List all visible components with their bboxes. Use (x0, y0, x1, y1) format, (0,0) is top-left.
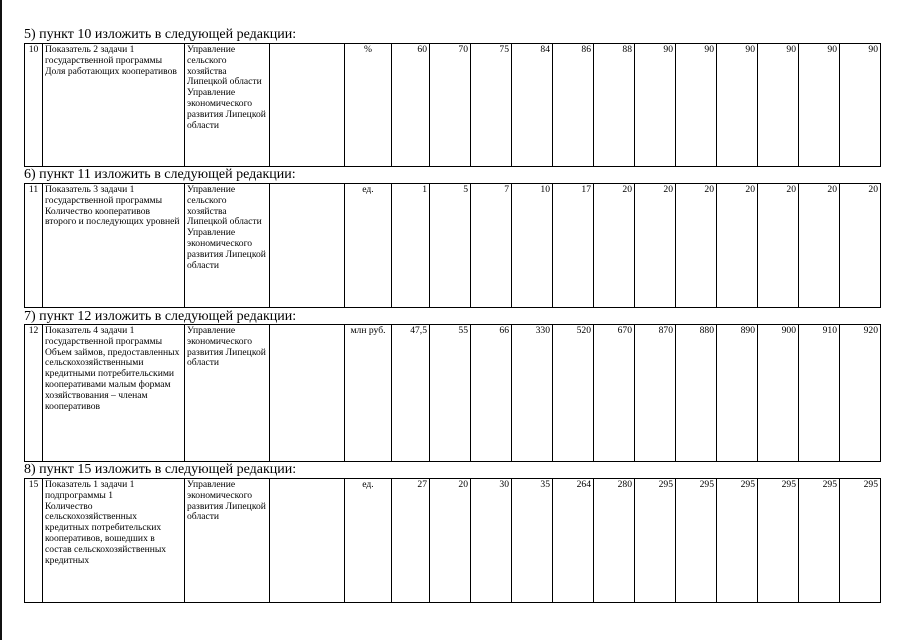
value-cell: 88 (594, 44, 635, 167)
value-cell: 55 (430, 325, 471, 462)
value-cell: 90 (635, 44, 676, 167)
value-cell: 264 (553, 479, 594, 603)
responsible-cell: Управление сельского хозяйства Липецкой области Управление экономического развития Липецкой области (185, 44, 270, 167)
row-number: 15 (25, 479, 43, 603)
row-number: 11 (25, 184, 43, 308)
value-cell: 900 (758, 325, 799, 462)
value-cell: 86 (553, 44, 594, 167)
value-cell: 90 (717, 44, 758, 167)
value-cell: 7 (471, 184, 512, 308)
amendment-table (24, 183, 881, 308)
row-number: 12 (25, 325, 43, 462)
value-cell: 90 (840, 44, 881, 167)
row-number: 10 (25, 44, 43, 167)
value-cell: 280 (594, 479, 635, 603)
value-cell: 295 (717, 479, 758, 603)
value-cell: 60 (392, 44, 430, 167)
value-cell: 27 (392, 479, 430, 603)
value-cell: 890 (717, 325, 758, 462)
indicator-cell: Показатель 4 задачи 1 государственной программы Объем займов, предоставленных сельскохозяйственными кредитными потребительскими кооперативами малым формам хозяйствования – членам кооперативов (43, 325, 185, 462)
value-cell: 295 (676, 479, 717, 603)
value-cell: 84 (512, 44, 553, 167)
value-cell: 295 (758, 479, 799, 603)
responsible-cell: Управление экономического развития Липецкой области (185, 479, 270, 603)
value-cell: 870 (635, 325, 676, 462)
indicator-cell: Показатель 2 задачи 1 государственной программы Доля работающих кооперативов (43, 44, 185, 167)
value-cell: 670 (594, 325, 635, 462)
value-cell: 295 (799, 479, 840, 603)
amendment-table (24, 324, 881, 462)
responsible-cell: Управление сельского хозяйства Липецкой области Управление экономического развития Липецкой области (185, 184, 270, 308)
value-cell: 20 (840, 184, 881, 308)
unit-cell: ед. (345, 479, 392, 603)
value-cell: 17 (553, 184, 594, 308)
section-heading: 7) пункт 12 изложить в следующей редакции: (24, 309, 297, 324)
indicator-cell: Показатель 1 задачи 1 подпрограммы 1 Количество сельскохозяйственных кредитных потребительских кооперативов, вошедших в состав сельскохозяйственных кредитных (43, 479, 185, 603)
value-cell: 47,5 (392, 325, 430, 462)
value-cell: 75 (471, 44, 512, 167)
value-cell: 295 (840, 479, 881, 603)
unit-cell: % (345, 44, 392, 167)
unit-cell: млн руб. (345, 325, 392, 462)
table-row (25, 479, 881, 603)
blank-cell (270, 479, 345, 603)
blank-cell (270, 184, 345, 308)
value-cell: 10 (512, 184, 553, 308)
value-cell: 5 (430, 184, 471, 308)
value-cell: 330 (512, 325, 553, 462)
value-cell: 90 (676, 44, 717, 167)
value-cell: 20 (758, 184, 799, 308)
responsible-cell: Управление экономического развития Липецкой области (185, 325, 270, 462)
value-cell: 90 (799, 44, 840, 167)
blank-cell (270, 325, 345, 462)
value-cell: 910 (799, 325, 840, 462)
section-heading: 5) пункт 10 изложить в следующей редакции: (24, 27, 297, 42)
table-row (25, 325, 881, 462)
table-row (25, 184, 881, 308)
indicator-cell: Показатель 3 задачи 1 государственной программы Количество кооперативов второго и последующих уровней (43, 184, 185, 308)
value-cell: 20 (676, 184, 717, 308)
value-cell: 66 (471, 325, 512, 462)
value-cell: 20 (799, 184, 840, 308)
amendment-table (24, 43, 881, 167)
section-heading: 8) пункт 15 изложить в следующей редакции: (24, 462, 297, 477)
value-cell: 35 (512, 479, 553, 603)
page-edge-line (0, 0, 2, 640)
value-cell: 880 (676, 325, 717, 462)
value-cell: 20 (635, 184, 676, 308)
value-cell: 20 (717, 184, 758, 308)
value-cell: 20 (594, 184, 635, 308)
unit-cell: ед. (345, 184, 392, 308)
value-cell: 295 (635, 479, 676, 603)
value-cell: 90 (758, 44, 799, 167)
value-cell: 70 (430, 44, 471, 167)
value-cell: 1 (392, 184, 430, 308)
value-cell: 20 (430, 479, 471, 603)
value-cell: 520 (553, 325, 594, 462)
table-row (25, 44, 881, 167)
amendment-table (24, 478, 881, 603)
value-cell: 920 (840, 325, 881, 462)
value-cell: 30 (471, 479, 512, 603)
section-heading: 6) пункт 11 изложить в следующей редакции: (24, 167, 296, 182)
blank-cell (270, 44, 345, 167)
